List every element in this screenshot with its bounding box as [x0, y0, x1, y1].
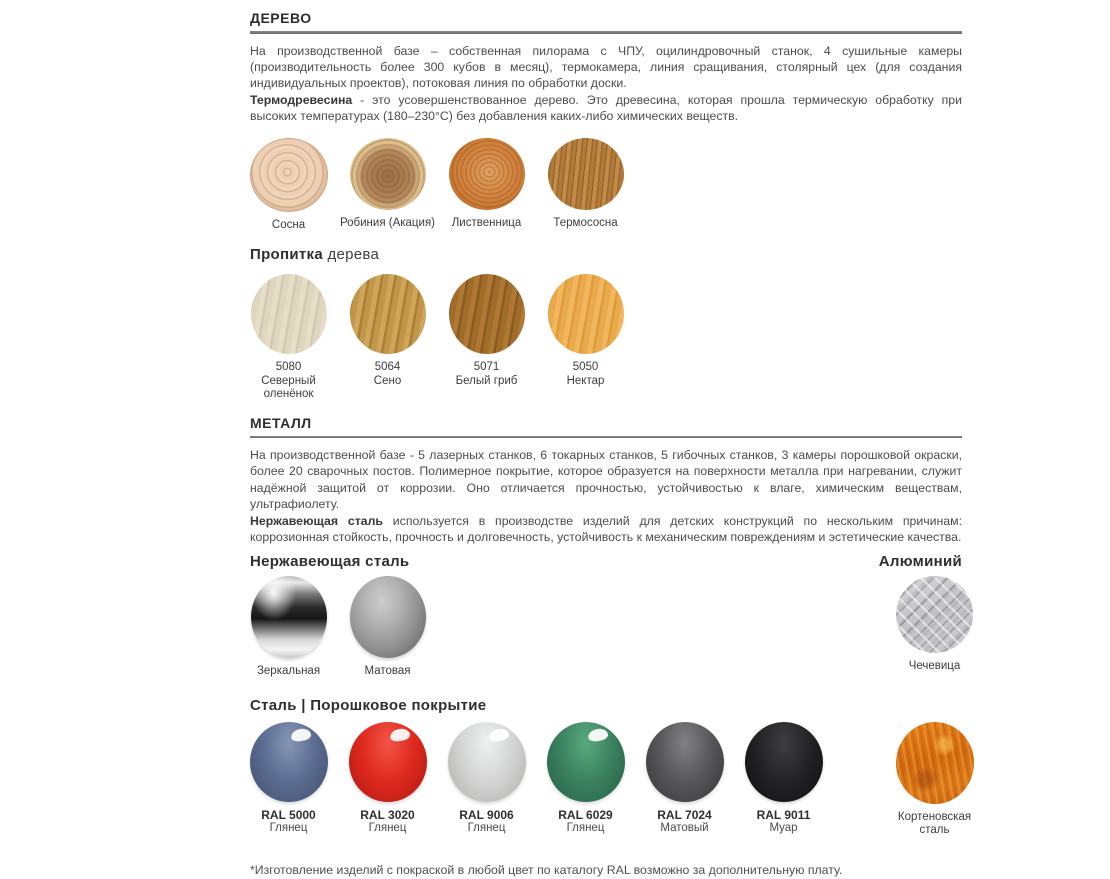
wood-species-row	[239, 138, 973, 233]
stainless-steel-text: Нержавеющая сталь используется в производстве изделий для детских конструкций по нескольким причинам: коррозионная стойкость, прочность и долговечность, устойчивость к механическим повреждениям и эстетические качества.	[250, 513, 963, 545]
swatch-label: Лиственница	[451, 216, 522, 229]
stainless-heading: Нержавеющая сталь	[250, 553, 410, 571]
impregnation-sample	[350, 274, 426, 354]
wood-thermo-text: Термодревесина - это усовершенствованное дерево. Это древесина, которая прошла термическую обработку при высоких температурах (180–230°С) без добавления каких-либо химических веществ.	[250, 92, 962, 124]
powder-coating-heading: Сталь | Порошковое покрытие	[250, 696, 487, 714]
swatch-label: Термососна	[553, 216, 618, 229]
swatch-label: RAL 6029 Глянец	[558, 807, 613, 835]
swatch-label: Робиния (Акация)	[339, 216, 435, 229]
stainless-steel-term: Нержавеющая сталь	[250, 513, 383, 528]
impregnation-row	[239, 274, 973, 402]
swatch-label: 5050 Нектар	[566, 361, 605, 387]
swatch-label: Кортеновская сталь	[897, 810, 972, 837]
stainless-row	[239, 576, 973, 679]
robinia-wood-sample	[350, 138, 426, 210]
impregnation-sample	[449, 274, 525, 354]
wood-intro-paragraph	[250, 43, 962, 125]
metal-intro-text: На производственной базе - 5 лазерных станков, 6 токарных станков, 5 гибочных станков, 3 камеры порошковой окраски, более 20 сварочных постов. Полимерное покрытие, которое образуется на поверхности металла при нагревании, служит надёжной защитой от коррозии. Оно отличается прочностью, устойчивостью к влаге, химическим веществам, ультрафиолету.	[250, 448, 962, 512]
ral-footnote: *Изготовление изделий с покраской в любой цвет по каталогу RAL возможно за дополнительную плату.	[250, 862, 843, 877]
swatch-label: RAL 3020 Глянец	[360, 807, 415, 835]
pine-wood-sample	[250, 138, 328, 212]
wood-intro-text: На производственной базе – собственная пилорама с ЧПУ, оцилиндровочный станок, 4 сушильные камеры (производительность более 300 кубов в месяц), термокамера, линия сращивания, столярный цех (для создания индивидуальных проектов), потоковая линия по обработки доски.	[250, 43, 962, 91]
aluminum-heading: Алюминий	[878, 553, 962, 571]
ral-3020-sample	[349, 722, 427, 802]
swatch-label: 5071 Белый гриб	[455, 361, 518, 387]
swatch-label: RAL 9011 Муар	[756, 807, 811, 835]
aluminum-checkerplate-sample	[896, 576, 973, 653]
impregnation-heading: Пропитка дерева	[250, 246, 380, 264]
section-divider	[250, 31, 962, 34]
swatch-label: 5064 Сено	[373, 361, 402, 387]
ral-5000-sample	[250, 722, 328, 802]
ral-swatch-6029	[536, 722, 635, 838]
ral-swatch-7024	[635, 722, 734, 838]
impregnation-sample	[251, 274, 327, 354]
metal-section-title: МЕТАЛЛ	[250, 414, 312, 431]
section-divider	[250, 436, 962, 439]
wood-swatch-larch	[437, 138, 536, 233]
wood-section-title: ДЕРЕВО	[250, 10, 312, 26]
ral-swatch-3020	[338, 722, 437, 838]
mirror-steel-sample	[251, 576, 327, 658]
swatch-label: 5080 Северный оленёнок	[261, 361, 316, 401]
swatch-label: RAL 7024 Матовый	[657, 807, 712, 835]
powder-coating-row	[239, 722, 973, 838]
ral-swatch-9011	[734, 722, 833, 838]
swatch-label: Зеркальная	[256, 665, 321, 678]
wood-swatch-thermopine	[536, 138, 635, 233]
ral-7024-sample	[646, 722, 724, 802]
aluminum-swatch-lentil	[885, 576, 984, 679]
impregnation-swatch-5080	[239, 274, 338, 402]
impregnation-swatch-5071	[437, 274, 536, 402]
impregnation-sample	[548, 274, 624, 354]
thermopine-wood-sample	[548, 138, 624, 210]
ral-swatch-9006	[437, 722, 536, 838]
metal-intro-paragraph	[250, 447, 962, 545]
ral-9011-sample	[745, 722, 823, 802]
ral-6029-sample	[547, 722, 625, 802]
stainless-swatch-matte	[338, 576, 437, 679]
thermo-wood-term: Термодревесина	[250, 92, 353, 107]
swatch-label: RAL 5000 Глянец	[261, 807, 316, 835]
ral-swatch-5000	[239, 722, 338, 838]
ral-9006-sample	[448, 722, 526, 802]
stainless-swatch-mirror	[239, 576, 338, 679]
swatch-label: Чечевица	[908, 660, 961, 673]
swatch-label: Матовая	[364, 665, 411, 678]
matte-steel-sample	[350, 576, 426, 658]
impregnation-swatch-5050	[536, 274, 635, 402]
impregnation-swatch-5064	[338, 274, 437, 402]
larch-wood-sample	[449, 138, 525, 210]
corten-steel-swatch	[885, 722, 984, 838]
swatch-label: Сосна	[271, 218, 306, 231]
swatch-label: RAL 9006 Глянец	[459, 807, 514, 835]
wood-swatch-pine	[239, 138, 338, 233]
metal-subheadings	[250, 553, 962, 570]
corten-steel-sample	[896, 722, 974, 804]
wood-swatch-robinia	[338, 138, 437, 233]
